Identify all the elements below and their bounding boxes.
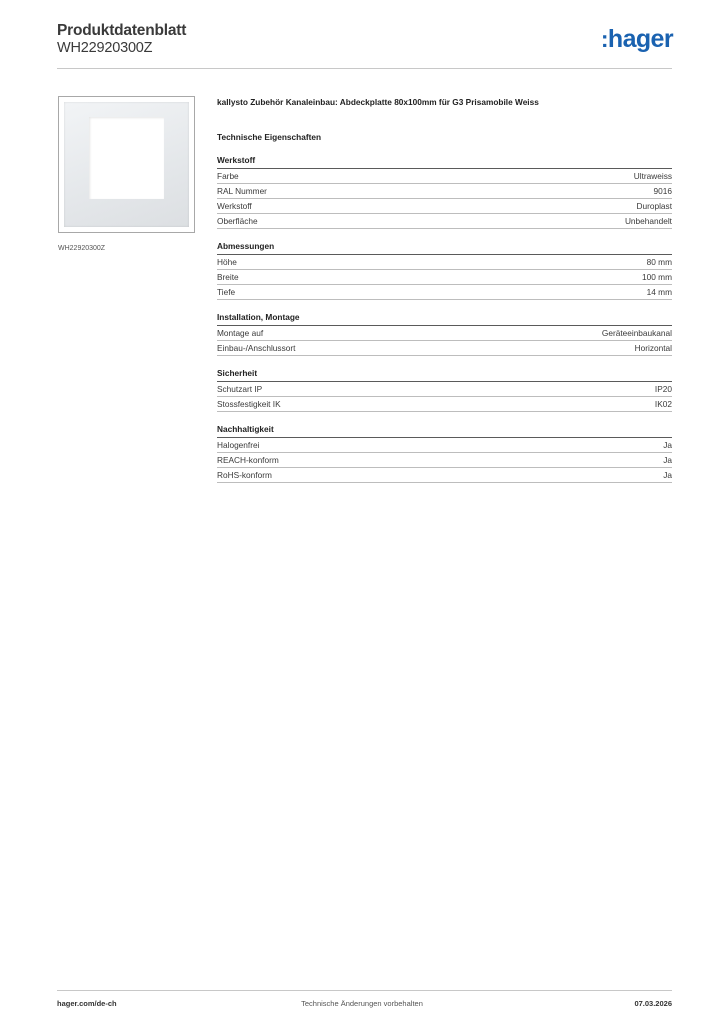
spec-value: Horizontal <box>634 343 672 353</box>
spec-value: Ja <box>663 440 672 450</box>
spec-row <box>217 199 672 214</box>
spec-label: Oberfläche <box>217 216 258 226</box>
product-description: kallysto Zubehör Kanaleinbau: Abdeckplatte 80x100mm für G3 Prisamobile Weiss <box>217 97 539 107</box>
section-title: Installation, Montage <box>217 312 672 326</box>
page-title: Produktdatenblatt <box>57 22 187 39</box>
spec-value: Ja <box>663 470 672 480</box>
spec-section <box>217 155 672 229</box>
spec-value: 9016 <box>653 186 672 196</box>
spec-row <box>217 468 672 483</box>
spec-row <box>217 184 672 199</box>
spec-section <box>217 424 672 483</box>
product-image <box>58 96 195 233</box>
spec-label: Höhe <box>217 257 237 267</box>
spec-row <box>217 169 672 184</box>
cover-plate-image <box>64 102 189 227</box>
spec-row <box>217 397 672 412</box>
spec-row <box>217 326 672 341</box>
spec-row <box>217 341 672 356</box>
spec-label: Stossfestigkeit IK <box>217 399 281 409</box>
spec-label: RAL Nummer <box>217 186 267 196</box>
header-divider <box>57 68 672 69</box>
spec-row <box>217 438 672 453</box>
spec-value: Ja <box>663 455 672 465</box>
logo-text: hager <box>607 25 673 53</box>
spec-label: Tiefe <box>217 287 236 297</box>
spec-value: IP20 <box>654 384 672 394</box>
product-code: WH22920300Z <box>57 40 153 56</box>
spec-row <box>217 453 672 468</box>
cover-plate-opening <box>89 117 164 199</box>
section-title: Werkstoff <box>217 155 672 169</box>
spec-row <box>217 285 672 300</box>
spec-value: 14 mm <box>646 287 672 297</box>
spec-label: RoHS-konform <box>217 470 272 480</box>
spec-row <box>217 382 672 397</box>
spec-label: Werkstoff <box>217 201 252 211</box>
footer-notice: Technische Änderungen vorbehalten <box>301 999 423 1008</box>
spec-value: Ultraweiss <box>633 171 672 181</box>
spec-label: Halogenfrei <box>217 440 260 450</box>
footer-divider <box>57 990 672 991</box>
spec-value: 100 mm <box>642 272 672 282</box>
section-title: Abmessungen <box>217 241 672 255</box>
tech-properties-heading: Technische Eigenschaften <box>217 132 322 142</box>
spec-value: 80 mm <box>646 257 672 267</box>
spec-value: IK02 <box>654 399 672 409</box>
spec-label: Montage auf <box>217 328 264 338</box>
spec-label: Breite <box>217 272 239 282</box>
spec-row <box>217 270 672 285</box>
spec-value: Geräteeinbaukanal <box>601 328 672 338</box>
image-caption: WH22920300Z <box>58 245 106 252</box>
section-title: Sicherheit <box>217 368 672 382</box>
spec-label: Einbau-/Anschlussort <box>217 343 296 353</box>
spec-value: Unbehandelt <box>624 216 672 226</box>
spec-section <box>217 368 672 412</box>
section-title: Nachhaltigkeit <box>217 424 672 438</box>
spec-label: REACH-konform <box>217 455 279 465</box>
footer-date: 07.03.2026 <box>634 999 672 1008</box>
spec-label: Schutzart IP <box>217 384 263 394</box>
spec-row <box>217 214 672 229</box>
spec-value: Duroplast <box>636 201 672 211</box>
spec-row <box>217 255 672 270</box>
spec-sections <box>217 155 672 483</box>
footer-website: hager.com/de-ch <box>57 999 117 1008</box>
spec-content <box>217 96 672 483</box>
spec-section <box>217 241 672 300</box>
spec-section <box>217 312 672 356</box>
spec-label: Farbe <box>217 171 239 181</box>
hager-logo: :hager <box>600 25 673 53</box>
